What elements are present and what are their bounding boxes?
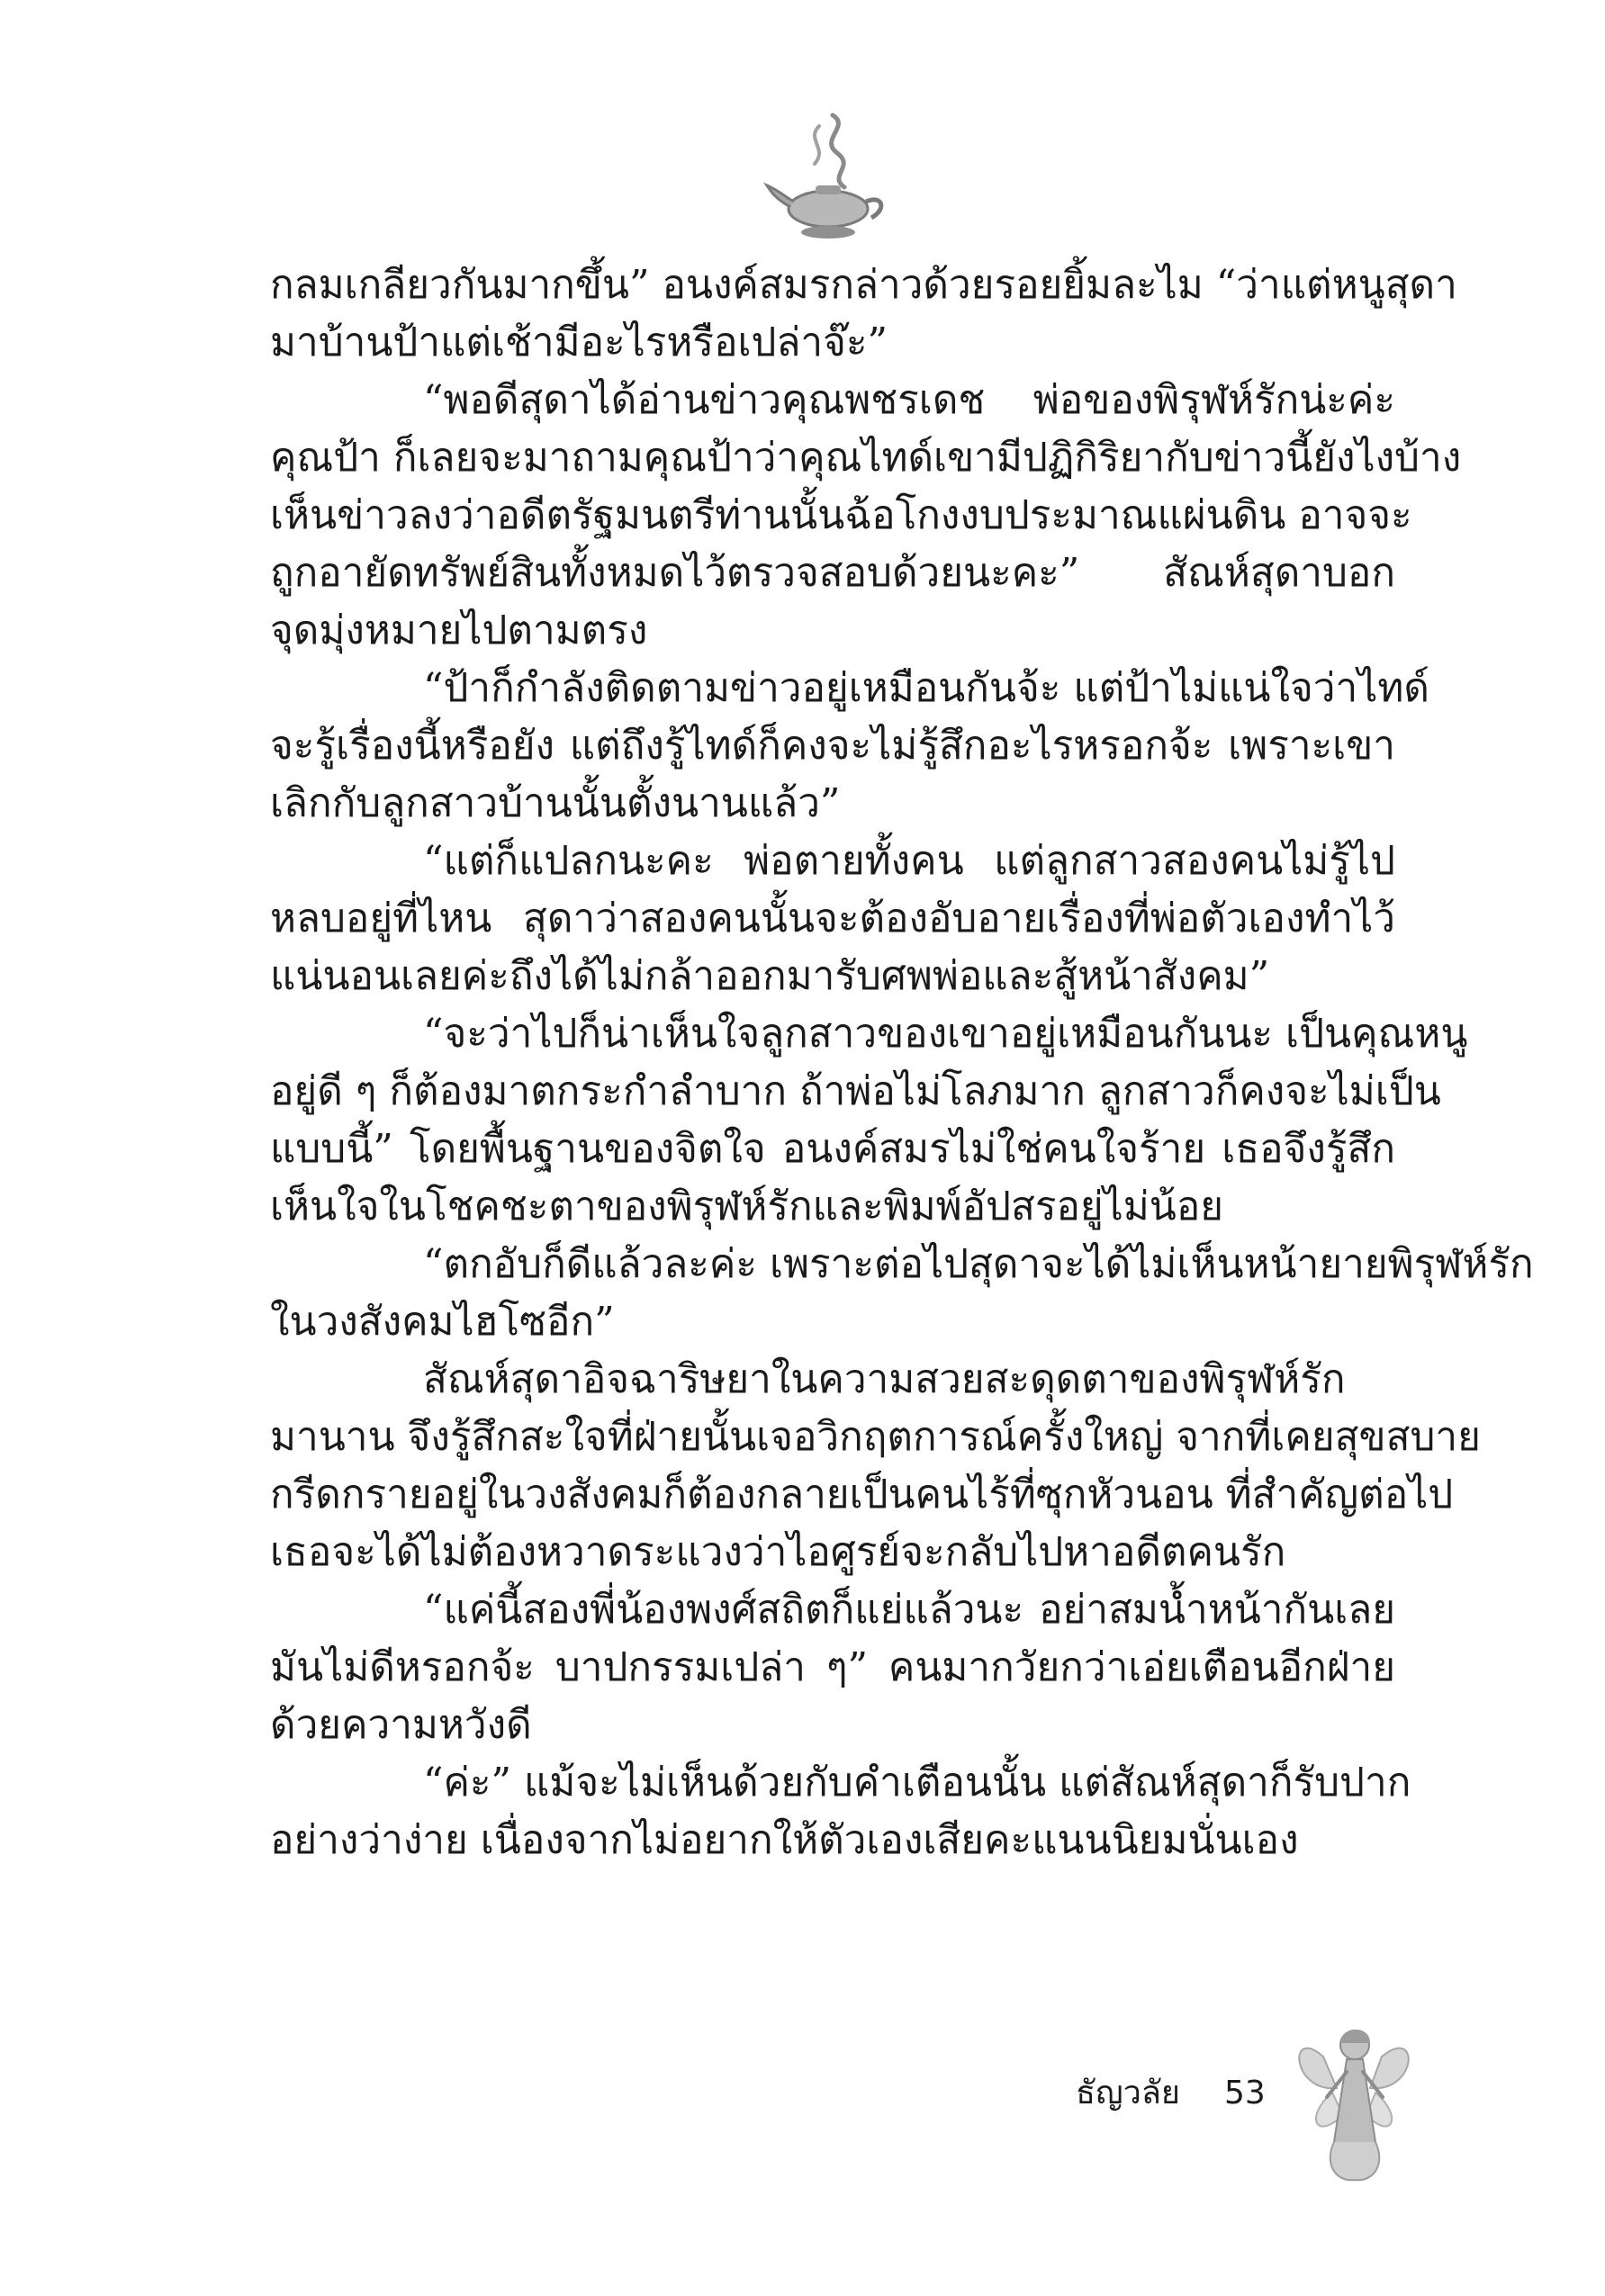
text-line: เลิกกับลูกสาวบ้านนั้นตั้งนานแล้ว” bbox=[270, 780, 841, 826]
body-text bbox=[270, 257, 1534, 1869]
text-line: “ตกอับก็ดีแล้วละค่ะ เพราะต่อไปสุดาจะได้ไม่เห็นหน้ายายพิรุฬห์รัก bbox=[423, 1241, 1534, 1287]
text-line: เห็นใจในโชคชะตาของพิรุฬห์รักและพิมพ์อัปสรอยู่ไม่น้อย bbox=[270, 1184, 1224, 1229]
text-line: แน่นอนเลยค่ะถึงได้ไม่กล้าออกมารับศพพ่อและสู้หน้าสังคม” bbox=[270, 953, 1270, 999]
author-name: ธัญวลัย bbox=[1076, 2075, 1181, 2111]
text-line: “ค่ะ” แม้จะไม่เห็นด้วยกับคำเตือนนั้น แต่สัณห์สุดาก็รับปาก bbox=[423, 1760, 1411, 1805]
page-number: 53 bbox=[1224, 2075, 1266, 2111]
text-line: สัณห์สุดาอิจฉาริษยาในความสวยสะดุดตาของพิรุฬห์รัก bbox=[423, 1356, 1346, 1402]
text-line: เห็นข่าวลงว่าอดีตรัฐมนตรีท่านนั้นฉ้อโกงงบประมาณแผ่นดิน อาจจะ bbox=[270, 492, 1412, 538]
lamp-icon bbox=[765, 108, 891, 243]
text-line: แบบนี้” โดยพื้นฐานของจิตใจ อนงค์สมรไม่ใช่คนใจร้าย เธอจึงรู้สึก bbox=[270, 1126, 1395, 1172]
text-line: “ป้าก็กำลังติดตามข่าวอยู่เหมือนกันจ้ะ แต่ป้าไม่แน่ใจว่าไทด์ bbox=[423, 665, 1429, 711]
text-line: จะรู้เรื่องนี้หรือยัง แต่ถึงรู้ไทด์ก็คงจะไม่รู้สึกอะไรหรอกจ้ะ เพราะเขา bbox=[270, 723, 1395, 769]
text-line: “พอดีสุดาได้อ่านข่าวคุณพชรเดช พ่อของพิรุฬห์รักน่ะค่ะ bbox=[423, 377, 1395, 423]
text-line: กรีดกรายอยู่ในวงสังคมก็ต้องกลายเป็นคนไร้ที่ซุกหัวนอน ที่สำคัญต่อไป bbox=[270, 1472, 1454, 1517]
text-line: ในวงสังคมไฮโซอีก” bbox=[270, 1299, 615, 1345]
text-line: ด้วยความหวังดี bbox=[270, 1702, 532, 1748]
text-line: เธอจะได้ไม่ต้องหวาดระแวงว่าไอศูรย์จะกลับไปหาอดีตคนรัก bbox=[270, 1529, 1286, 1575]
text-line: อย่างว่าง่าย เนื่องจากไม่อยากให้ตัวเองเสียคะแนนนิยมนั่นเอง bbox=[270, 1817, 1299, 1863]
text-line: “จะว่าไปก็น่าเห็นใจลูกสาวของเขาอยู่เหมือนกันนะ เป็นคุณหนู bbox=[423, 1011, 1468, 1057]
text-line: มาบ้านป้าแต่เช้ามีอะไรหรือเปล่าจ๊ะ” bbox=[270, 320, 888, 365]
text-line: มันไม่ดีหรอกจ้ะ บาปกรรมเปล่า ๆ” คนมากวัยกว่าเอ่ยเตือนอีกฝ่าย bbox=[270, 1644, 1395, 1690]
text-line: มานาน จึงรู้สึกสะใจที่ฝ่ายนั้นเจอวิกฤตการณ์ครั้งใหญ่ จากที่เคยสุขสบาย bbox=[270, 1414, 1481, 1460]
text-line: กลมเกลียวกันมากขึ้น” อนงค์สมรกล่าวด้วยรอยยิ้มละไม “ว่าแต่หนูสุดา bbox=[270, 262, 1457, 308]
text-line: คุณป้า ก็เลยจะมาถามคุณป้าว่าคุณไทด์เขามีปฏิกิริยากับข่าวนี้ยังไงบ้าง bbox=[270, 435, 1462, 481]
fairy-icon bbox=[1287, 2007, 1422, 2187]
text-line: “แต่ก็แปลกนะคะ พ่อตายทั้งคน แต่ลูกสาวสองคนไม่รู้ไป bbox=[423, 838, 1395, 884]
text-line: “แค่นี้สองพี่น้องพงศ์สถิตก็แย่แล้วนะ อย่าสมน้ำหน้ากันเลย bbox=[423, 1587, 1395, 1633]
text-line: หลบอยู่ที่ไหน สุดาว่าสองคนนั้นจะต้องอับอายเรื่องที่พ่อตัวเองทำไว้ bbox=[270, 896, 1395, 941]
text-line: จุดมุ่งหมายไปตามตรง bbox=[270, 608, 648, 653]
text-line: ถูกอายัดทรัพย์สินทั้งหมดไว้ตรวจสอบด้วยนะคะ” สัณห์สุดาบอก bbox=[270, 550, 1395, 596]
text-line: อยู่ดี ๆ ก็ต้องมาตกระกำลำบาก ถ้าพ่อไม่โลภมาก ลูกสาวก็คงจะไม่เป็น bbox=[270, 1068, 1441, 1114]
